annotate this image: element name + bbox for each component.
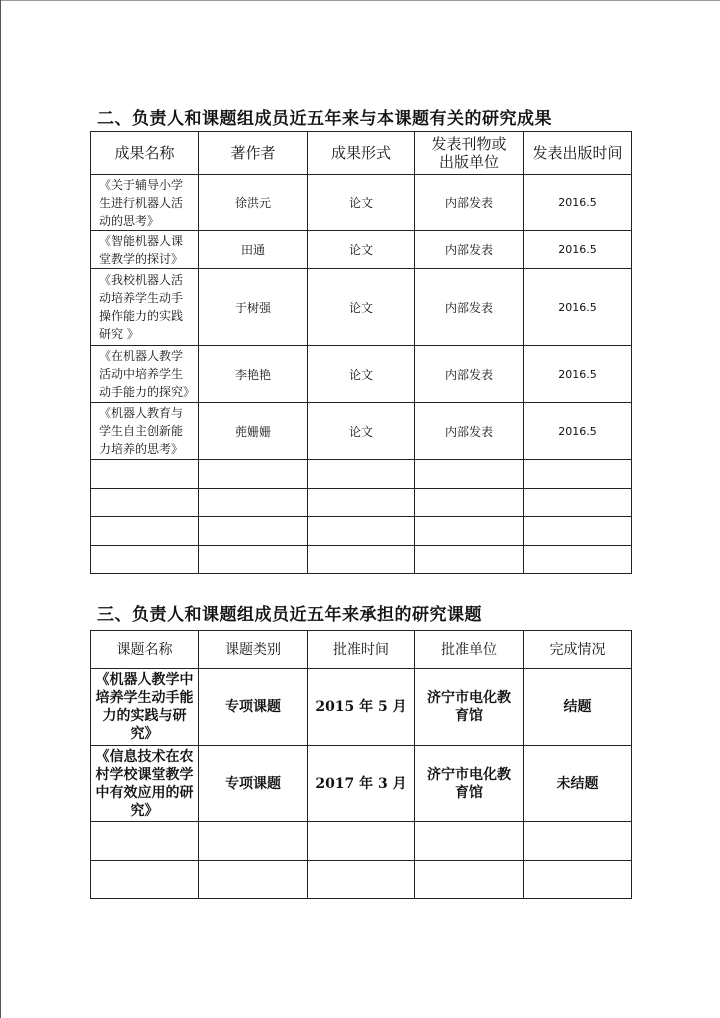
result-date: 2016.5: [524, 403, 632, 460]
result-author: 蔸姗姗: [199, 403, 308, 460]
result-form: 论文: [308, 403, 415, 460]
result-title: 《关于辅导小学生进行机器人活动的思考》: [91, 175, 199, 231]
result-author: 徐洪元: [199, 175, 308, 231]
result-title: 《机器人教育与学生自主创新能力培养的思考》: [91, 403, 199, 460]
section3-heading: 三、负责人和课题组成员近五年来承担的研究课题: [97, 605, 482, 625]
table-row: [91, 175, 632, 231]
table-row: [91, 669, 632, 746]
research-projects-table: [90, 630, 632, 899]
project-approval-unit: 济宁市电化教育馆: [415, 669, 524, 746]
col-header-form: 成果形式: [308, 132, 415, 175]
page-edge-left: [0, 0, 1, 1018]
result-title: 《智能机器人课堂教学的探讨》: [91, 231, 199, 269]
result-author: 田通: [199, 231, 308, 269]
table-row: [91, 346, 632, 403]
table-row: [91, 403, 632, 460]
table-header-row: [91, 132, 632, 175]
section2-heading: 二、负责人和课题组成员近五年来与本课题有关的研究成果: [97, 109, 552, 129]
result-publisher: 内部发表: [415, 403, 524, 460]
empty-row: [91, 517, 632, 546]
col-header-status: 完成情况: [524, 631, 632, 669]
result-title: 《在机器人教学活动中培养学生动手能力的探究》: [91, 346, 199, 403]
page-edge-top: [0, 0, 720, 1]
project-approval-time: 2017 年 3 月: [308, 746, 415, 822]
table-row: [91, 231, 632, 269]
empty-row: [91, 861, 632, 899]
result-form: 论文: [308, 269, 415, 346]
col-header-date: 发表出版时间: [524, 132, 632, 175]
col-header-approval-time: 批准时间: [308, 631, 415, 669]
result-author: 李艳艳: [199, 346, 308, 403]
project-approval-unit: 济宁市电化教育馆: [415, 746, 524, 822]
col-header-approval-unit: 批准单位: [415, 631, 524, 669]
result-form: 论文: [308, 346, 415, 403]
result-author: 于树强: [199, 269, 308, 346]
result-date: 2016.5: [524, 175, 632, 231]
project-title: 《信息技术在农村学校课堂教学中有效应用的研究》: [91, 746, 199, 822]
project-status: 结题: [524, 669, 632, 746]
result-publisher: 内部发表: [415, 231, 524, 269]
project-category: 专项课题: [199, 669, 308, 746]
result-title: 《我校机器人活动培养学生动手操作能力的实践研究 》: [91, 269, 199, 346]
table-header-row: [91, 631, 632, 669]
table-row: [91, 746, 632, 822]
project-category: 专项课题: [199, 746, 308, 822]
result-date: 2016.5: [524, 346, 632, 403]
research-results-table: [90, 131, 632, 574]
table-row: [91, 269, 632, 346]
result-publisher: 内部发表: [415, 346, 524, 403]
result-publisher: 内部发表: [415, 269, 524, 346]
empty-row: [91, 546, 632, 574]
result-form: 论文: [308, 231, 415, 269]
result-date: 2016.5: [524, 269, 632, 346]
result-publisher: 内部发表: [415, 175, 524, 231]
col-header-project: 课题名称: [91, 631, 199, 669]
empty-row: [91, 822, 632, 861]
empty-row: [91, 489, 632, 517]
project-title: 《机器人教学中培养学生动手能力的实践与研究》: [91, 669, 199, 746]
empty-row: [91, 460, 632, 489]
result-form: 论文: [308, 175, 415, 231]
col-header-publisher: 发表刊物或出版单位: [415, 132, 524, 175]
result-date: 2016.5: [524, 231, 632, 269]
project-status: 未结题: [524, 746, 632, 822]
project-approval-time: 2015 年 5 月: [308, 669, 415, 746]
col-header-title: 成果名称: [91, 132, 199, 175]
col-header-category: 课题类别: [199, 631, 308, 669]
col-header-author: 著作者: [199, 132, 308, 175]
